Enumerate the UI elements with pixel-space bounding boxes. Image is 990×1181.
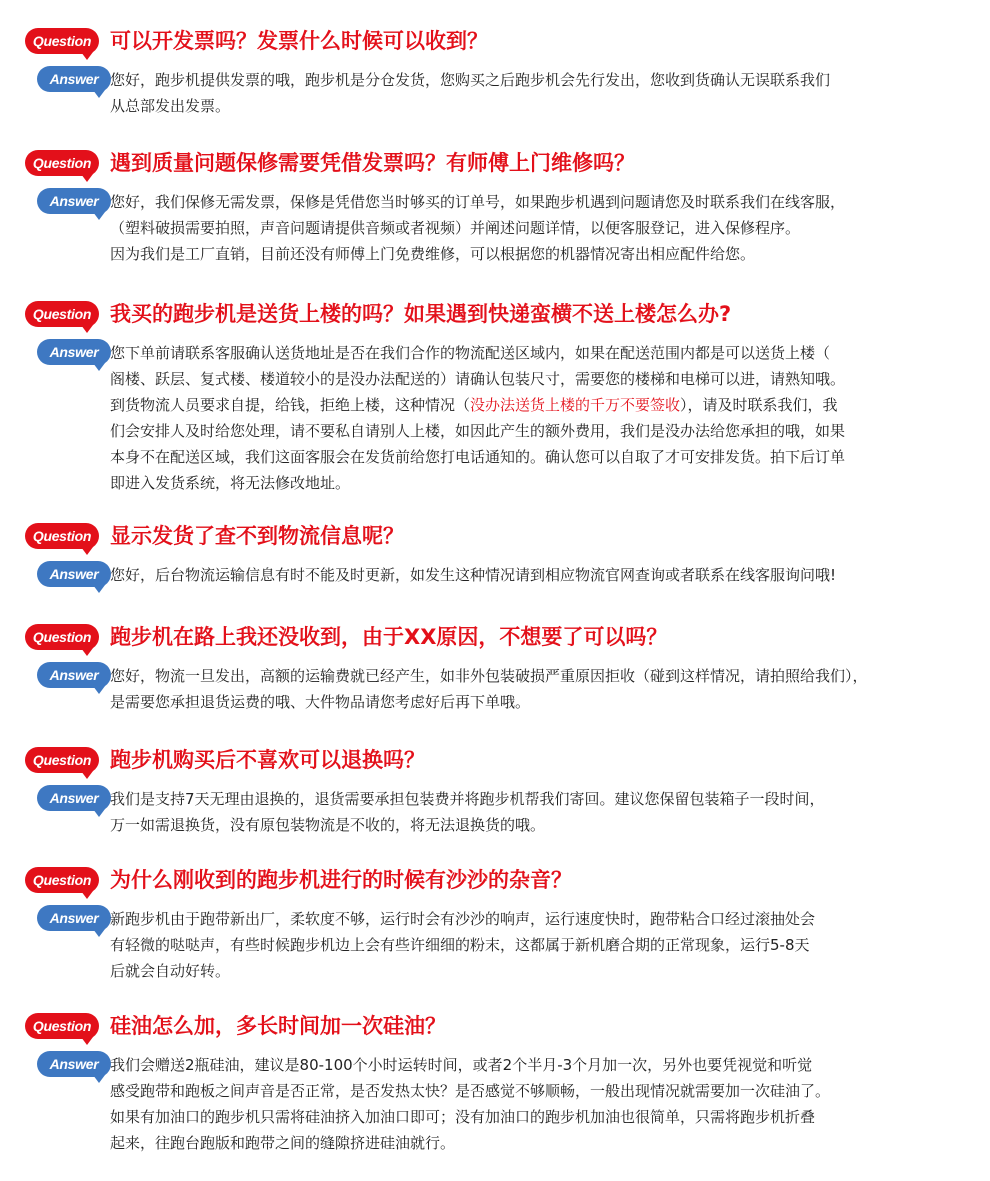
question-text: 遇到质量问题保修需要凭借发票吗？有师傅上门维修吗？ [110, 151, 635, 175]
question-row [0, 620, 990, 654]
question-text: 硅油怎么加，多长时间加一次硅油？ [110, 1014, 446, 1038]
question-badge: Question [25, 523, 99, 549]
answer-text [110, 189, 970, 267]
answer-text [110, 906, 970, 984]
answer-text [110, 786, 970, 838]
answer-line: 有轻微的哒哒声，有些时候跑步机边上会有些许细细的粉末，这都属于新机磨合期的正常现象，运行5-8天 [110, 936, 810, 954]
answer-line: 如果有加油口的跑步机只需将硅油挤入加油口即可；没有加油口的跑步机加油也很简单，只需将跑步机折叠 [110, 1108, 816, 1126]
answer-line: 我们会赠送2瓶硅油，建议是80-100个小时运转时间，或者2个半月-3个月加一次，另外也要凭视觉和听觉 [110, 1056, 813, 1074]
answer-line: 即进入发货系统，将无法修改地址。 [110, 474, 351, 492]
question-row [0, 743, 990, 777]
answer-text [110, 67, 970, 119]
answer-segment: ），请及时联系我们，我 [680, 396, 838, 414]
answer-badge: Answer [37, 785, 111, 811]
question-text: 跑步机在路上我还没收到，由于XX原因，不想要了可以吗？ [110, 625, 668, 649]
answer-line: 起来，往跑台跑版和跑带之间的缝隙挤进硅油就行。 [110, 1134, 456, 1152]
question-row [0, 863, 990, 897]
answer-line: 阁楼、跃层、复式楼、楼道较小的是没办法配送的）请确认包装尺寸，需要您的楼梯和电梯可以进，请熟知哦。 [110, 370, 846, 388]
answer-badge: Answer [37, 66, 111, 92]
question-row [0, 146, 990, 180]
question-row [0, 24, 990, 58]
answer-text [110, 562, 970, 588]
answer-line: 您好，物流一旦发出，高额的运输费就已经产生，如非外包装破损严重原因拒收（碰到这样情况，请拍照给我们）， [110, 667, 868, 685]
answer-line: 我们是支持7天无理由退换的，退货需要承担包装费并将跑步机帮我们寄回。建议您保留包装箱子一段时间， [110, 790, 825, 808]
answer-line: 后就会自动好转。 [110, 962, 231, 980]
answer-line: 您好，我们保修无需发票，保修是凭借您当时够买的订单号，如果跑步机遇到问题请您及时联系我们在线客服， [110, 193, 846, 211]
answer-line: 您好，后台物流运输信息有时不能及时更新，如发生这种情况请到相应物流官网查询或者联系在线客服询问哦! [110, 566, 837, 584]
answer-badge: Answer [37, 905, 111, 931]
answer-text [110, 340, 970, 496]
answer-line: 因为我们是工厂直销，目前还没有师傅上门免费维修，可以根据您的机器情况寄出相应配件给您。 [110, 245, 756, 263]
question-text: 我买的跑步机是送货上楼的吗？如果遇到快递蛮横不送上楼怎么办? [110, 302, 732, 326]
answer-line: 是需要您承担退货运费的哦、大件物品请您考虑好后再下单哦。 [110, 693, 531, 711]
question-badge: Question [25, 1013, 99, 1039]
answer-line: 新跑步机由于跑带新出厂，柔软度不够，运行时会有沙沙的响声，运行速度快时，跑带粘合口经过滚抽处会 [110, 910, 816, 928]
answer-line: 们会安排人及时给您处理，请不要私自请别人上楼，如因此产生的额外费用，我们是没办法给您承担的哦，如果 [110, 422, 846, 440]
answer-line: （塑料破损需要拍照，声音问题请提供音频或者视频）并阐述问题详情，以便客服登记，进入保修程序。 [110, 219, 801, 237]
question-text: 为什么刚收到的跑步机进行的时候有沙沙的杂音？ [110, 868, 572, 892]
answer-line: 您下单前请联系客服确认送货地址是否在我们合作的物流配送区域内，如果在配送范围内都是可以送货上楼（ [110, 344, 831, 362]
answer-line: 万一如需退换货，没有原包装物流是不收的，将无法退换货的哦。 [110, 816, 546, 834]
question-badge: Question [25, 28, 99, 54]
question-text: 显示发货了查不到物流信息呢？ [110, 524, 404, 548]
answer-highlight: 没办法送货上楼的千万不要签收 [470, 396, 681, 414]
answer-segment: 到货物流人员要求自提，给钱，拒绝上楼，这种情况（ [110, 396, 471, 414]
question-badge: Question [25, 747, 99, 773]
question-text: 跑步机购买后不喜欢可以退换吗？ [110, 748, 425, 772]
question-row [0, 1009, 990, 1043]
answer-line [110, 392, 970, 418]
question-row [0, 519, 990, 553]
answer-text [110, 663, 970, 715]
answer-badge: Answer [37, 662, 111, 688]
question-badge: Question [25, 867, 99, 893]
answer-badge: Answer [37, 1051, 111, 1077]
answer-line: 从总部发出发票。 [110, 97, 231, 115]
answer-badge: Answer [37, 561, 111, 587]
answer-badge: Answer [37, 188, 111, 214]
answer-line: 感受跑带和跑板之间声音是否正常，是否发热太快？是否感觉不够顺畅，一般出现情况就需要加一次硅油了。 [110, 1082, 831, 1100]
answer-badge: Answer [37, 339, 111, 365]
answer-line: 您好，跑步机提供发票的哦，跑步机是分仓发货，您购买之后跑步机会先行发出，您收到货确认无误联系我们 [110, 71, 831, 89]
question-badge: Question [25, 150, 99, 176]
question-text: 可以开发票吗？发票什么时候可以收到？ [110, 29, 488, 53]
answer-line: 本身不在配送区域，我们这面客服会在发货前给您打电话通知的。确认您可以自取了才可安排发货。拍下后订单 [110, 448, 846, 466]
question-row [0, 297, 990, 331]
question-badge: Question [25, 624, 99, 650]
answer-text [110, 1052, 970, 1156]
question-badge: Question [25, 301, 99, 327]
